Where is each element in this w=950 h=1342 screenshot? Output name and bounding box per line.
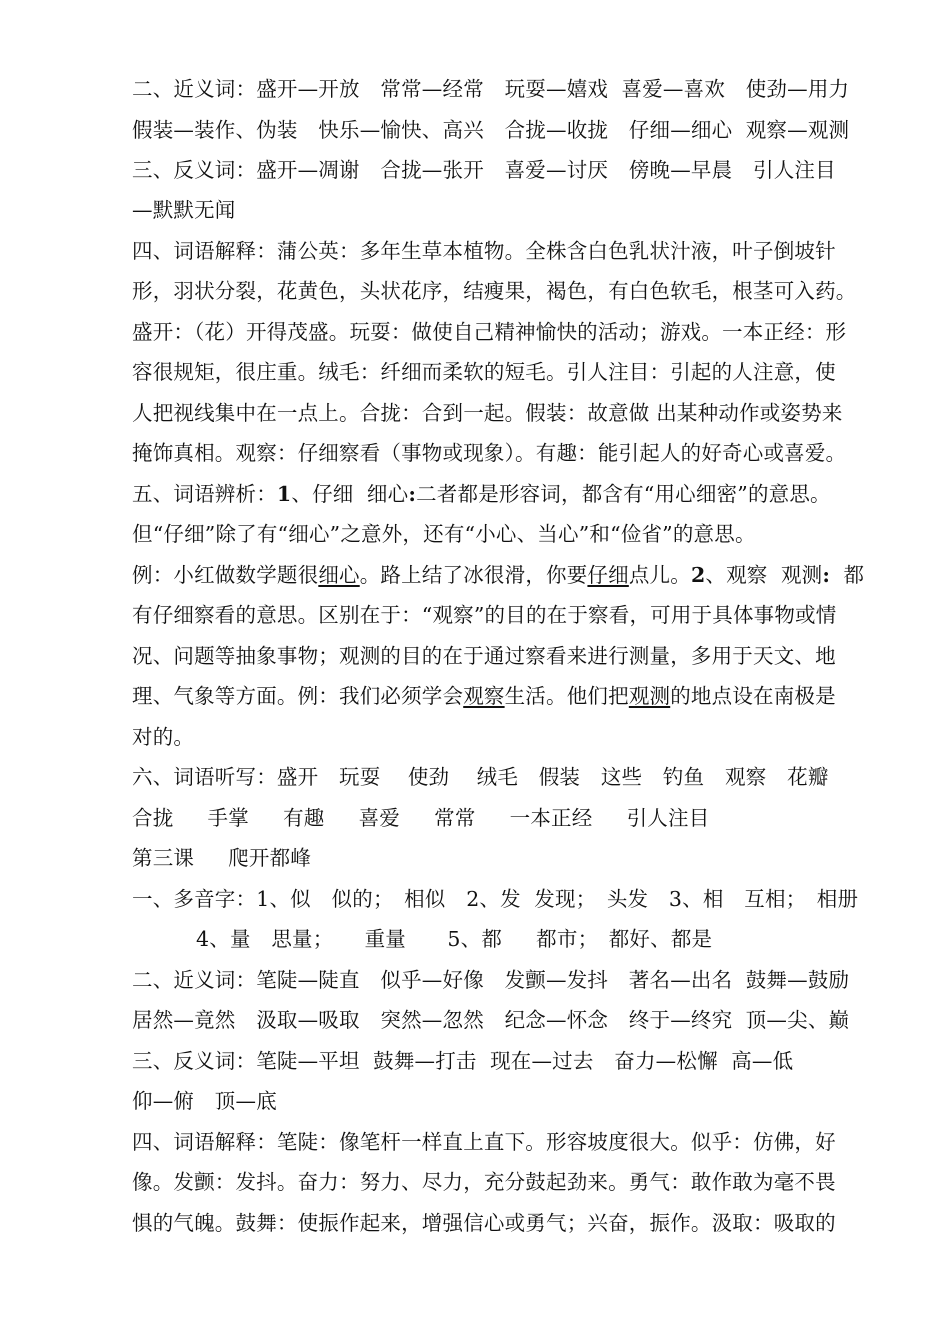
- text-run: 例：小红做数学题很: [132, 563, 319, 587]
- text-run: 点儿。: [628, 563, 691, 587]
- text-line: 容很规矩，很庄重。绒毛：纤细而柔软的短毛。引人注目：引起的人注意，使: [132, 360, 836, 384]
- text-line: 像。发颤：发抖。奋力：努力、尽力，充分鼓起劲来。勇气：敢作敢为毫不畏: [132, 1170, 836, 1194]
- text-line: 仰—俯 顶—底: [132, 1089, 277, 1113]
- text-line: 4、量 思量； 重量 5、都 都市； 都好、都是: [196, 927, 713, 951]
- text-run: 、观察 观测: [705, 563, 823, 587]
- underlined-word: 细心: [318, 563, 360, 587]
- text-run: 、仔细 细心: [291, 482, 409, 506]
- text-line: 四、词语解释：蒲公英：多年生草本植物。全株含白色乳状汁液，叶子倒坡针: [132, 239, 836, 263]
- text-line: 对的。: [132, 725, 195, 749]
- underlined-word: 仔细: [587, 563, 629, 587]
- text-run: 理、气象等方面。例：我们必须学会: [132, 684, 464, 708]
- text-run: 五、词语辨析：: [132, 482, 277, 506]
- text-run: 二者都是形容词，都含有“用心细密”的意思。: [416, 482, 831, 506]
- text-line: [132, 560, 892, 590]
- text-run: 生活。他们把: [504, 684, 629, 708]
- text-line: 三、反义词：笔陡—平坦 鼓舞—打击 现在—过去 奋力—松懈 高—低: [132, 1049, 794, 1073]
- bold-text: 2: [690, 563, 706, 587]
- text-line: 居然—竟然 汲取—吸取 突然—忽然 纪念—怀念 终于—终究 顶—尖、巅: [132, 1008, 850, 1032]
- bold-text: :: [408, 482, 417, 506]
- section-heading: 第三课 爬开都峰: [132, 846, 312, 870]
- text-line: 但“仔细”除了有“细心”之意外，还有“小心、当心”和“俭省”的意思。: [132, 522, 756, 546]
- text-line: 二、近义词：盛开—开放 常常—经常 玩耍—嬉戏 喜爱—喜欢 使劲—用力: [132, 77, 850, 101]
- text-line: [132, 681, 892, 711]
- text-line: 三、反义词：盛开—凋谢 合拢—张开 喜爱—讨厌 傍晚—早晨 引人注目: [132, 158, 836, 182]
- text-line: 假装—装作、伪装 快乐—愉快、高兴 合拢—收拢 仔细—细心 观察—观测: [132, 118, 850, 142]
- text-run: 。路上结了冰很滑，你要: [359, 563, 588, 587]
- underlined-word: 观测: [628, 684, 671, 708]
- underlined-word: 观察: [463, 684, 505, 708]
- text-line: 形，羽状分裂，花黄色，头状花序，结瘦果，褐色，有白色软毛，根茎可入药。: [132, 279, 857, 303]
- text-line: 有仔细察看的意思。区别在于：“观察”的目的在于察看，可用于具体事物或情: [132, 603, 837, 627]
- text-line: 合拢 手掌 有趣 喜爱 常常 一本正经 引人注目: [132, 806, 710, 830]
- text-line: 六、词语听写：盛开 玩耍 使劲 绒毛 假装 这些 钓鱼 观察 花瓣: [132, 765, 829, 789]
- text-line: 盛开：（花）开得茂盛。玩耍：做使自己精神愉快的活动；游戏。一本正经：形: [132, 320, 847, 344]
- bold-text: :: [822, 563, 831, 587]
- text-line: 四、词语解释：笔陡：像笔杆一样直上直下。形容坡度很大。似乎：仿佛，好: [132, 1130, 836, 1154]
- text-run: 的地点设在南极是: [670, 684, 836, 708]
- text-line: 况、问题等抽象事物；观测的目的在于通过察看来进行测量，多用于天文、地: [132, 644, 836, 668]
- text-line: 掩饰真相。观察：仔细察看（事物或现象）。有趣：能引起人的好奇心或喜爱。: [132, 441, 847, 465]
- text-line: [132, 479, 892, 509]
- text-line: 惧的气魄。鼓舞：使振作起来，增强信心或勇气；兴奋，振作。汲取：吸取的: [132, 1211, 836, 1235]
- text-line: 一、多音字：1、似 似的； 相似 2、发 发现； 头发 3、相 互相； 相册: [132, 887, 859, 911]
- bold-text: 1: [276, 482, 292, 506]
- text-line: 二、近义词：笔陡—陡直 似乎—好像 发颤—发抖 著名—出名 鼓舞—鼓励: [132, 968, 850, 992]
- text-run: 都: [830, 563, 865, 587]
- text-line: 人把视线集中在一点上。合拢：合到一起。假装：故意做 出某种动作或姿势来: [132, 401, 843, 425]
- text-line: —默默无闻: [132, 198, 236, 222]
